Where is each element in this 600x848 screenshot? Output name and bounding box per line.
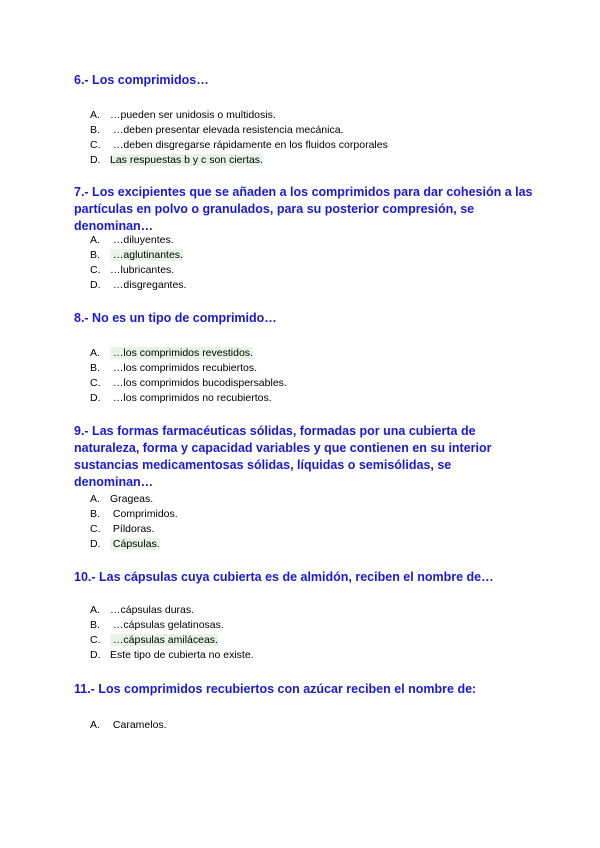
option-text: …lubricantes. bbox=[110, 264, 175, 276]
option-letter: B. bbox=[90, 249, 100, 261]
option-letter: A. bbox=[90, 493, 100, 505]
question-10-options bbox=[90, 603, 254, 663]
option-letter: C. bbox=[90, 523, 101, 535]
question-8-title: 8.- No es un tipo de comprimido… bbox=[74, 311, 277, 325]
option-letter: A. bbox=[90, 109, 100, 121]
option-letter: C. bbox=[90, 634, 101, 646]
option-7a[interactable] bbox=[90, 233, 186, 248]
option-9d[interactable] bbox=[90, 537, 178, 552]
option-7c[interactable] bbox=[90, 263, 186, 278]
option-text: …los comprimidos bucodispersables. bbox=[110, 377, 287, 389]
option-9b[interactable] bbox=[90, 507, 178, 522]
option-text: …cápsulas duras. bbox=[110, 604, 195, 616]
option-letter: A. bbox=[90, 347, 100, 359]
option-text: …los comprimidos revestidos. bbox=[110, 347, 253, 359]
question-7-options bbox=[90, 233, 186, 293]
option-text: Este tipo de cubierta no existe. bbox=[110, 649, 254, 661]
question-11-title: 11.- Los comprimidos recubiertos con azúcar reciben el nombre de: bbox=[74, 682, 477, 696]
option-8d[interactable] bbox=[90, 391, 287, 406]
option-6b[interactable] bbox=[90, 123, 388, 138]
option-letter: D. bbox=[90, 538, 101, 550]
option-7d[interactable] bbox=[90, 278, 186, 293]
option-text: Píldoras. bbox=[110, 523, 155, 535]
option-8a[interactable] bbox=[90, 346, 287, 361]
option-6a[interactable] bbox=[90, 108, 388, 123]
option-text: Grageas. bbox=[110, 493, 154, 505]
option-10d[interactable] bbox=[90, 648, 254, 663]
option-8b[interactable] bbox=[90, 361, 287, 376]
option-text: Caramelos. bbox=[110, 719, 167, 731]
option-text: …disgregantes. bbox=[110, 279, 187, 291]
option-letter: C. bbox=[90, 139, 101, 151]
option-7b[interactable] bbox=[90, 248, 186, 263]
option-text: Las respuestas b y c son ciertas. bbox=[110, 154, 263, 166]
option-text: …deben presentar elevada resistencia mecánica. bbox=[110, 124, 344, 136]
option-letter: B. bbox=[90, 362, 100, 374]
question-8-options bbox=[90, 346, 287, 406]
question-9-options bbox=[90, 492, 178, 552]
question-7-title: 7.- Los excipientes que se añaden a los comprimidos para dar cohesión a las partículas en polvo o granulados, para su posterior compresión, se denominan… bbox=[74, 185, 533, 233]
option-11a[interactable] bbox=[90, 718, 167, 733]
option-letter: D. bbox=[90, 279, 101, 291]
option-6d[interactable] bbox=[90, 153, 388, 168]
option-letter: B. bbox=[90, 124, 100, 136]
question-6-options bbox=[90, 108, 388, 168]
question-6-title: 6.- Los comprimidos… bbox=[74, 73, 209, 87]
option-letter: C. bbox=[90, 377, 101, 389]
option-letter: A. bbox=[90, 234, 100, 246]
option-letter: B. bbox=[90, 508, 100, 520]
option-text: …cápsulas gelatinosas. bbox=[110, 619, 224, 631]
option-text: …pueden ser unidosis o multidosis. bbox=[110, 109, 276, 121]
question-11-options bbox=[90, 718, 167, 733]
question-10-title: 10.- Las cápsulas cuya cubierta es de almidón, reciben el nombre de… bbox=[74, 570, 494, 584]
option-8c[interactable] bbox=[90, 376, 287, 391]
option-letter: A. bbox=[90, 719, 100, 731]
option-text: Comprimidos. bbox=[110, 508, 178, 520]
option-9a[interactable] bbox=[90, 492, 178, 507]
option-text: …diluyentes. bbox=[110, 234, 174, 246]
option-9c[interactable] bbox=[90, 522, 178, 537]
option-letter: D. bbox=[90, 154, 101, 166]
option-letter: A. bbox=[90, 604, 100, 616]
option-10b[interactable] bbox=[90, 618, 254, 633]
option-6c[interactable] bbox=[90, 138, 388, 153]
option-text: …cápsulas amiláceas. bbox=[110, 634, 218, 646]
option-letter: B. bbox=[90, 619, 100, 631]
option-letter: D. bbox=[90, 392, 101, 404]
option-10c[interactable] bbox=[90, 633, 254, 648]
option-letter: D. bbox=[90, 649, 101, 661]
option-text: …los comprimidos no recubiertos. bbox=[110, 392, 272, 404]
option-10a[interactable] bbox=[90, 603, 254, 618]
question-9-title: 9.- Las formas farmacéuticas sólidas, formadas por una cubierta de naturaleza, forma y capacidad variables y que contienen en su interior sustancias medicamentosas sólidas, líquidas o semisólidas, se denominan… bbox=[74, 424, 492, 489]
option-text: …deben disgregarse rápidamente en los fluidos corporales bbox=[110, 139, 388, 151]
option-text: …aglutinantes. bbox=[110, 249, 183, 261]
option-text: …los comprimidos recubiertos. bbox=[110, 362, 258, 374]
option-text: Cápsulas. bbox=[110, 538, 160, 550]
option-letter: C. bbox=[90, 264, 101, 276]
